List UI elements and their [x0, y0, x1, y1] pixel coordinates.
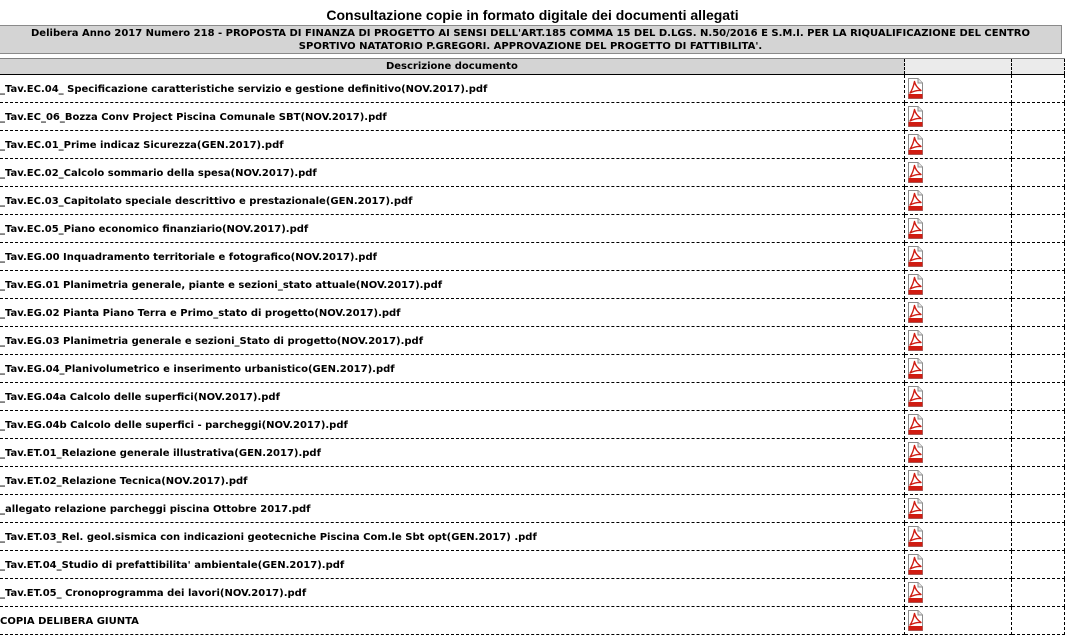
document-extra-cell: [1011, 131, 1064, 159]
document-row: [0, 495, 1065, 523]
document-file-cell: [904, 495, 1011, 523]
document-file-cell: [904, 75, 1011, 103]
document-file-cell: [904, 439, 1011, 467]
document-row: [0, 551, 1065, 579]
document-description: _Tav.EG.02 Pianta Piano Terra e Primo_stato di progetto(NOV.2017).pdf: [0, 299, 904, 327]
pdf-file-icon[interactable]: [907, 470, 924, 491]
document-row: [0, 383, 1065, 411]
document-row: [0, 187, 1065, 215]
document-row: [0, 299, 1065, 327]
document-row: [0, 439, 1065, 467]
pdf-file-icon[interactable]: [907, 582, 924, 603]
documents-table: [0, 58, 1065, 635]
document-extra-cell: [1011, 439, 1064, 467]
document-row: [0, 523, 1065, 551]
document-row: [0, 215, 1065, 243]
document-file-cell: [904, 187, 1011, 215]
document-file-cell: [904, 551, 1011, 579]
document-file-cell: [904, 607, 1011, 635]
document-description: _Tav.EG.03 Planimetria generale e sezioni_Stato di progetto(NOV.2017).pdf: [0, 327, 904, 355]
document-file-cell: [904, 383, 1011, 411]
document-row: [0, 467, 1065, 495]
documents-table-body: [0, 75, 1065, 635]
pdf-file-icon[interactable]: [907, 414, 924, 435]
delibera-subject-line-1: Delibera Anno 2017 Numero 218 - PROPOSTA DI FINANZA DI PROGETTO AI SENSI DELL'ART.185 COMMA 15 DEL D.LGS. N.50/2016 E S.M.I. PER LA RIQUALIFICAZIONE DEL CENTRO: [31, 28, 1030, 39]
document-description: _Tav.EC.03_Capitolato speciale descrittivo e prestazionale(GEN.2017).pdf: [0, 187, 904, 215]
document-extra-cell: [1011, 271, 1064, 299]
document-description: _Tav.EC.04_ Specificazione caratteristiche servizio e gestione definitivo(NOV.2017).pdf: [0, 75, 904, 103]
pdf-file-icon[interactable]: [907, 106, 924, 127]
document-file-cell: [904, 299, 1011, 327]
document-description: _Tav.EC.02_Calcolo sommario della spesa(NOV.2017).pdf: [0, 159, 904, 187]
document-extra-cell: [1011, 327, 1064, 355]
document-file-cell: [904, 579, 1011, 607]
document-extra-cell: [1011, 243, 1064, 271]
document-file-cell: [904, 159, 1011, 187]
document-description: _Tav.ET.05_ Cronoprogramma dei lavori(NOV.2017).pdf: [0, 579, 904, 607]
document-file-cell: [904, 103, 1011, 131]
document-description: _Tav.EG.00 Inquadramento territoriale e fotografico(NOV.2017).pdf: [0, 243, 904, 271]
document-extra-cell: [1011, 187, 1064, 215]
document-row: [0, 159, 1065, 187]
document-extra-cell: [1011, 355, 1064, 383]
pdf-file-icon[interactable]: [907, 190, 924, 211]
document-description: _Tav.EG.04b Calcolo delle superfici - parcheggi(NOV.2017).pdf: [0, 411, 904, 439]
document-extra-cell: [1011, 579, 1064, 607]
extra-column-header: [1011, 59, 1064, 75]
document-description: _Tav.ET.04_Studio di prefattibilita' ambientale(GEN.2017).pdf: [0, 551, 904, 579]
pdf-file-icon[interactable]: [907, 498, 924, 519]
document-extra-cell: [1011, 607, 1064, 635]
document-description: _Tav.EG.01 Planimetria generale, piante e sezioni_stato attuale(NOV.2017).pdf: [0, 271, 904, 299]
pdf-file-icon[interactable]: [907, 554, 924, 575]
document-extra-cell: [1011, 215, 1064, 243]
document-extra-cell: [1011, 467, 1064, 495]
document-description: _Tav.ET.01_Relazione generale illustrativa(GEN.2017).pdf: [0, 439, 904, 467]
document-row: [0, 131, 1065, 159]
document-extra-cell: [1011, 411, 1064, 439]
delibera-subject: [0, 25, 1062, 54]
document-file-cell: [904, 355, 1011, 383]
pdf-file-icon[interactable]: [907, 358, 924, 379]
pdf-file-icon[interactable]: [907, 246, 924, 267]
document-file-cell: [904, 243, 1011, 271]
document-file-cell: [904, 411, 1011, 439]
document-row: [0, 607, 1065, 635]
document-extra-cell: [1011, 551, 1064, 579]
pdf-file-icon[interactable]: [907, 162, 924, 183]
pdf-file-icon[interactable]: [907, 78, 924, 99]
document-extra-cell: [1011, 523, 1064, 551]
document-extra-cell: [1011, 75, 1064, 103]
description-column-header: Descrizione documento: [0, 59, 904, 75]
document-description: COPIA DELIBERA GIUNTA: [0, 607, 904, 635]
documents-table-header: [0, 59, 1065, 75]
document-description: _Tav.EC_06_Bozza Conv Project Piscina Comunale SBT(NOV.2017).pdf: [0, 103, 904, 131]
document-row: [0, 103, 1065, 131]
pdf-file-icon[interactable]: [907, 274, 924, 295]
document-description: _Tav.ET.02_Relazione Tecnica(NOV.2017).pdf: [0, 467, 904, 495]
pdf-file-icon[interactable]: [907, 610, 924, 631]
document-extra-cell: [1011, 299, 1064, 327]
pdf-file-icon[interactable]: [907, 330, 924, 351]
document-description: _Tav.ET.03_Rel. geol.sismica con indicazioni geotecniche Piscina Com.le Sbt opt(GEN.2017) .pdf: [0, 523, 904, 551]
document-row: [0, 271, 1065, 299]
pdf-file-icon[interactable]: [907, 386, 924, 407]
document-row: [0, 579, 1065, 607]
document-file-cell: [904, 327, 1011, 355]
document-description: _Tav.EC.01_Prime indicaz Sicurezza(GEN.2017).pdf: [0, 131, 904, 159]
document-extra-cell: [1011, 103, 1064, 131]
pdf-file-icon[interactable]: [907, 442, 924, 463]
document-row: [0, 327, 1065, 355]
document-description: _Tav.EC.05_Piano economico finanziario(NOV.2017).pdf: [0, 215, 904, 243]
document-file-cell: [904, 467, 1011, 495]
document-file-cell: [904, 271, 1011, 299]
document-row: [0, 355, 1065, 383]
document-file-cell: [904, 523, 1011, 551]
pdf-file-icon[interactable]: [907, 302, 924, 323]
document-extra-cell: [1011, 495, 1064, 523]
pdf-file-icon[interactable]: [907, 134, 924, 155]
document-row: [0, 75, 1065, 103]
document-description: _Tav.EG.04a Calcolo delle superfici(NOV.2017).pdf: [0, 383, 904, 411]
document-file-cell: [904, 215, 1011, 243]
file-column-header: [904, 59, 1011, 75]
document-row: [0, 411, 1065, 439]
delibera-subject-line-2: SPORTIVO NATATORIO P.GREGORI. APPROVAZIONE DEL PROGETTO DI FATTIBILITA'.: [298, 41, 763, 52]
pdf-file-icon[interactable]: [907, 526, 924, 547]
document-file-cell: [904, 131, 1011, 159]
pdf-file-icon[interactable]: [907, 218, 924, 239]
page-title: Consultazione copie in formato digitale dei documenti allegati: [326, 7, 739, 23]
document-extra-cell: [1011, 383, 1064, 411]
document-description: _allegato relazione parcheggi piscina Ottobre 2017.pdf: [0, 495, 904, 523]
document-extra-cell: [1011, 159, 1064, 187]
document-row: [0, 243, 1065, 271]
document-description: _Tav.EG.04_Planivolumetrico e inserimento urbanistico(GEN.2017).pdf: [0, 355, 904, 383]
